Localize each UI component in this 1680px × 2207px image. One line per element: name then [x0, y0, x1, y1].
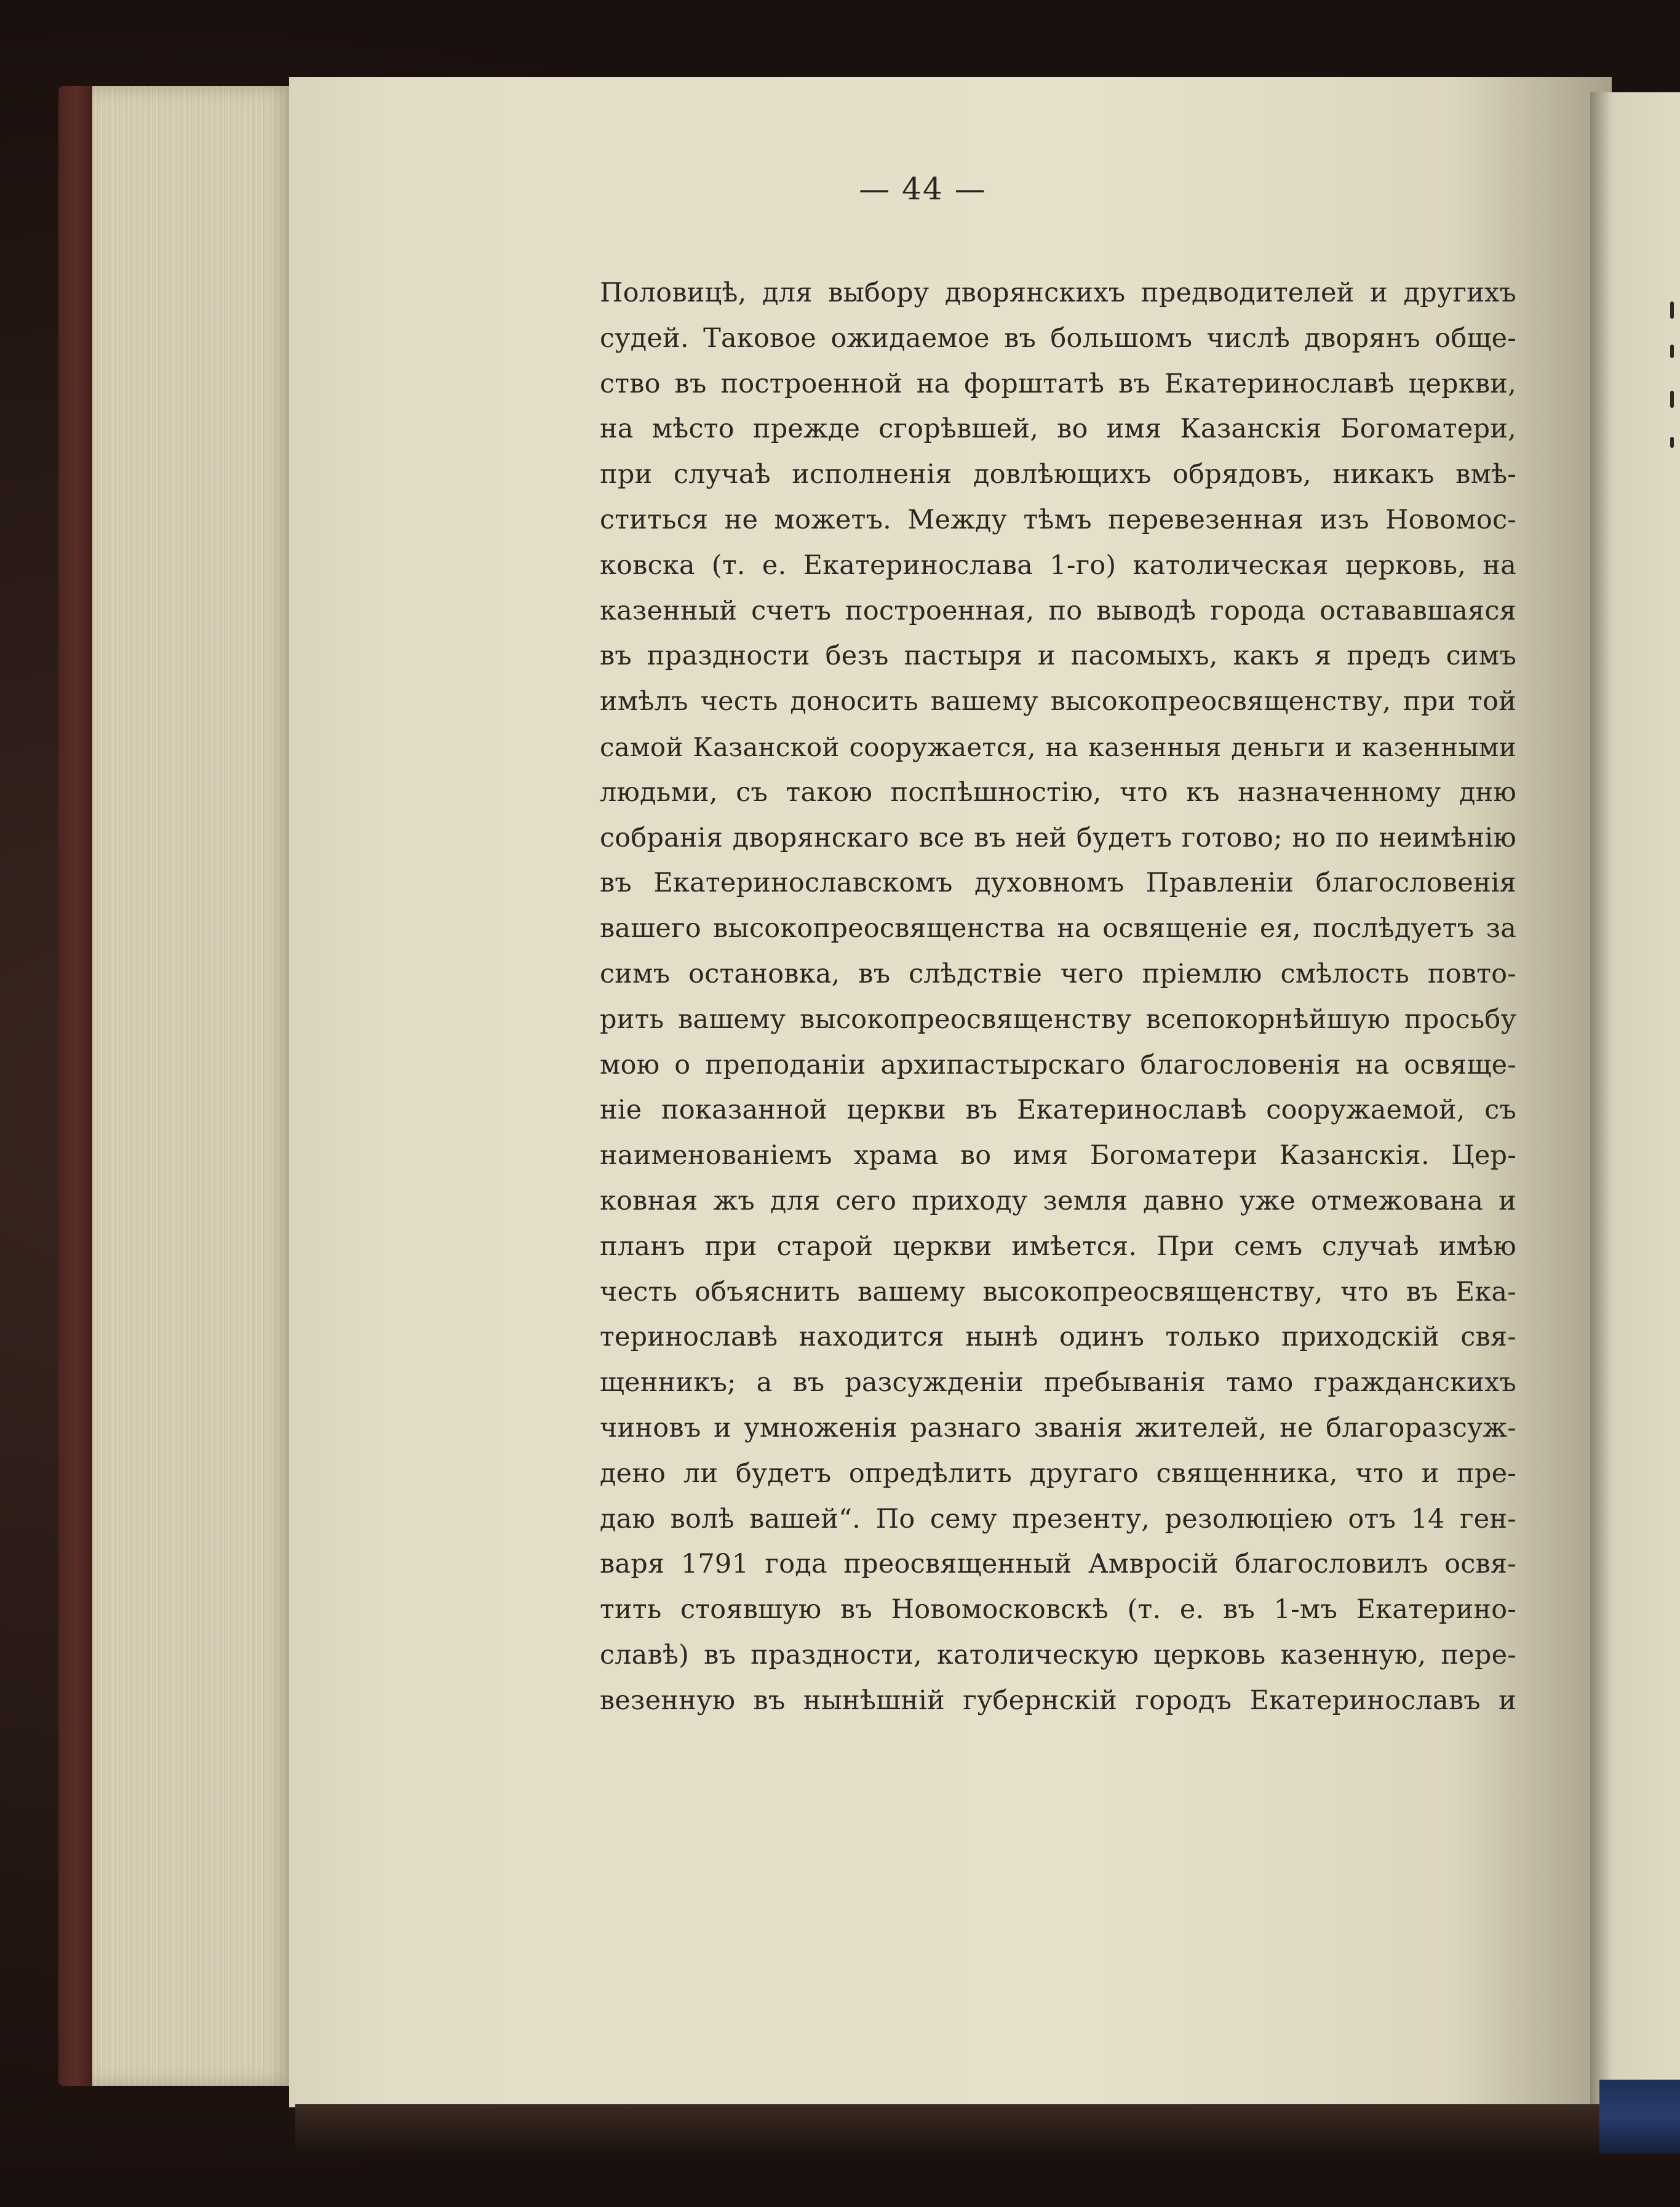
text-line: рить вашему высокопреосвященству всепокорнѣйшую просьбу — [600, 1004, 1516, 1035]
book-cover-edge — [58, 86, 95, 2086]
book-bottom-edge — [295, 2104, 1679, 2153]
text-fragment-mark — [1670, 301, 1674, 319]
text-line: самой Казанской сооружается, на казенныя деньги и казенными — [600, 732, 1516, 762]
text-line: тить стоявшую въ Новомосковскѣ (т. е. въ 1-мъ Екатерино- — [600, 1594, 1516, 1626]
next-page-sliver — [1590, 92, 1680, 2110]
text-line: на мѣсто прежде сгорѣвшей, во имя Казанскія Богоматери, — [600, 413, 1516, 445]
text-line: казенный счетъ построенная, по выводѣ города остававшаяся — [600, 595, 1516, 626]
text-line: Половицѣ, для выбору дворянскихъ предводителей и другихъ — [600, 277, 1516, 308]
text-line: ковная жъ для сего приходу земля давно уже отмежована и — [600, 1185, 1516, 1216]
text-line: честь объяснить вашему высокопреосвященству, что въ Ека- — [600, 1276, 1516, 1307]
page-stack-edge — [92, 86, 295, 2086]
text-fragment-mark — [1670, 391, 1674, 408]
text-line: славѣ) въ праздности, католическую церковь казенную, пере- — [600, 1639, 1516, 1670]
text-line: людьми, съ такою поспѣшностію, что къ назначенному дню — [600, 776, 1516, 808]
text-fragment-mark — [1670, 437, 1674, 448]
text-line: ніе показанной церкви въ Екатеринославѣ сооружаемой, съ — [600, 1095, 1516, 1126]
page-number: — 44 — — [859, 171, 987, 207]
text-line: дено ли будетъ опредѣлить другаго священника, что и пре- — [600, 1458, 1516, 1489]
text-line: теринославѣ находится нынѣ одинъ только приходскій свя- — [600, 1322, 1516, 1353]
text-line: даю волѣ вашей“. По сему презенту, резолюціею отъ 14 ген- — [600, 1503, 1516, 1535]
text-line: планъ при старой церкви имѣется. При семъ случаѣ имѣю — [600, 1231, 1516, 1262]
text-line: чиновъ и умноженія разнаго званія жителей, не благоразсуж- — [600, 1412, 1516, 1443]
cover-blue-band — [1599, 2080, 1680, 2153]
text-line: вашего высокопреосвященства на освященіе ея, послѣдуетъ за — [600, 913, 1516, 944]
text-line: ковска (т. е. Екатеринослава 1-го) католическая церковь, на — [600, 549, 1516, 581]
text-line: варя 1791 года преосвященный Амвросій благословилъ освя- — [600, 1549, 1516, 1580]
text-line: симъ остановка, въ слѣдствіе чего пріемлю смѣлость повто- — [600, 958, 1516, 989]
text-line: ство въ построенной на форштатѣ въ Екатеринославѣ церкви, — [600, 368, 1516, 399]
text-line: въ Екатеринославскомъ духовномъ Правленіи благословенія — [600, 868, 1516, 899]
text-line: наименованіемъ храма во имя Богоматери Казанскія. Цер- — [600, 1140, 1516, 1171]
text-line: ститься не можетъ. Между тѣмъ перевезенная изъ Новомос- — [600, 504, 1516, 535]
text-line: имѣлъ честь доносить вашему высокопреосвященству, при той — [600, 686, 1516, 717]
text-line: при случаѣ исполненія довлѣющихъ обрядовъ, никакъ вмѣ- — [600, 459, 1516, 490]
text-line: судей. Таковое ожидаемое въ большомъ числѣ дворянъ обще- — [600, 322, 1516, 354]
text-line: въ праздности безъ пастыря и пасомыхъ, какъ я предъ симъ — [600, 641, 1516, 672]
text-line: мою о преподаніи архипастырскаго благословенія на освяще- — [600, 1049, 1516, 1080]
text-line: везенную въ нынѣшній губернскій городъ Екатеринославъ и — [600, 1685, 1516, 1716]
text-fragment-mark — [1670, 345, 1674, 358]
text-line: щенникъ; а въ разсужденіи пребыванія тамо гражданскихъ — [600, 1367, 1516, 1399]
text-line: собранія дворянскаго все въ ней будетъ готово; но по неимѣнію — [600, 822, 1516, 853]
page-body-text — [600, 271, 1516, 1724]
